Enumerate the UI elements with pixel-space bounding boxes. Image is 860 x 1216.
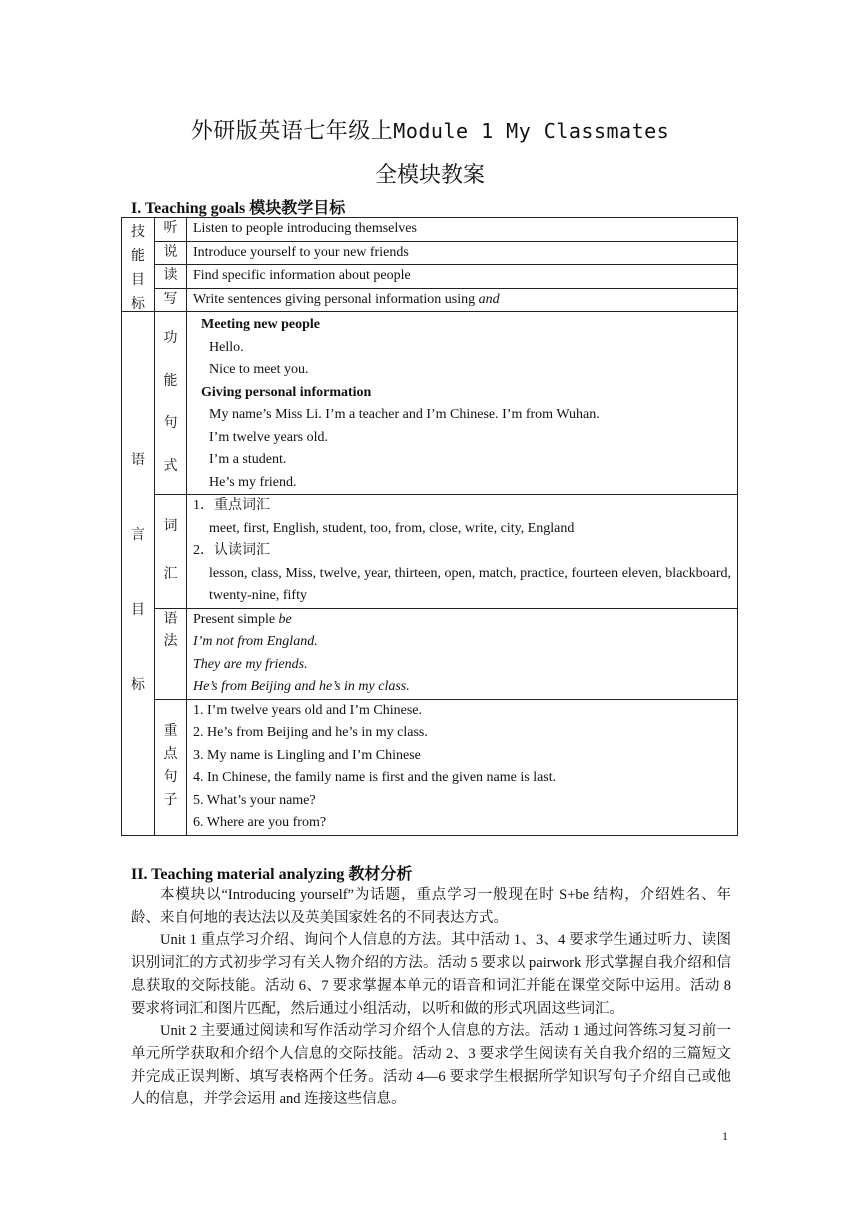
label-char: 句: [163, 770, 178, 786]
label-char: 能: [163, 373, 178, 389]
table-row: [122, 288, 738, 312]
key-sentence: 5. What’s your name?: [193, 792, 316, 808]
category-char: 言: [131, 527, 145, 543]
table-row: [122, 265, 738, 289]
skill-label: 写: [155, 288, 187, 312]
vocab-heading: 1．重点词汇: [193, 498, 270, 513]
vocab-label-cell: [155, 495, 187, 609]
label-char: 点: [163, 747, 178, 763]
functions-line: Hello.: [209, 339, 244, 355]
table-row: [122, 608, 738, 699]
category-char: 目: [131, 272, 145, 288]
skill-text: Find specific information about people: [187, 265, 738, 289]
analysis-paragraph: Unit 1 重点学习介绍、询问个人信息的方法。其中活动 1、3、4 要求学生通过听力、读图识别词汇的方式初步学习有关人物介绍的方法。活动 5 要求以 pairwork 形式掌握自我介绍和信息获取的交际技能。活动 6、7 要求掌握本单元的语音和词汇并能在课堂交际中运用。活动 8 要求将词汇和图片匹配，然后通过小组活动，以听和做的形式巩固这些词汇。: [131, 932, 731, 1017]
functions-line: My name’s Miss Li. I’m a teacher and I’m Chinese. I’m from Wuhan.: [209, 407, 600, 422]
grammar-example: He’s from Beijing and he’s in my class.: [193, 679, 410, 694]
functions-line: Nice to meet you.: [209, 362, 309, 377]
functions-line: I’m twelve years old.: [209, 429, 328, 445]
label-char: 重: [163, 724, 178, 740]
table-row: [122, 218, 738, 242]
grammar-line: [193, 609, 731, 632]
vocab-words: lesson, class, Miss, twelve, year, thirteen, open, match, practice, fourteen eleven, blackboard, twenty-nine, fifty: [209, 565, 731, 603]
key-sentence: 2. He’s from Beijing and he’s in my class.: [193, 725, 428, 740]
skill-label: 说: [155, 241, 187, 265]
skill-label: 读: [155, 265, 187, 289]
category-char: 标: [131, 677, 145, 693]
label-char: 汇: [163, 567, 178, 582]
language-category-cell: [122, 312, 155, 836]
grammar-emphasis: be: [278, 611, 292, 627]
functions-heading: Giving personal information: [201, 384, 372, 400]
analysis-body: [131, 884, 731, 1111]
analysis-paragraph: 本模块以“Introducing yourself”为话题，重点学习一般现在时 S+be 结构，介绍姓名、年龄、来自何地的表达法以及英美国家姓名的不同表达方式。: [131, 887, 731, 926]
skill-text: Listen to people introducing themselves: [187, 218, 738, 242]
teaching-goals-table: [121, 217, 738, 836]
functions-line: He’s my friend.: [209, 474, 297, 490]
key-sentence: 6. Where are you from?: [193, 815, 327, 830]
vocab-words: meet, first, English, student, too, from, close, write, city, England: [209, 520, 575, 536]
table-row: [122, 699, 738, 835]
label-char: 句: [163, 416, 178, 431]
grammar-text: Present simple: [193, 611, 279, 627]
grammar-example: I’m not from England.: [193, 634, 318, 649]
grammar-example: They are my friends.: [193, 656, 308, 672]
vocab-heading: 2．认读词汇: [193, 543, 270, 558]
table-row: [122, 312, 738, 495]
category-char: 能: [131, 248, 145, 264]
document-subtitle: 全模块教案: [374, 162, 485, 187]
analysis-paragraph: Unit 2 主要通过阅读和写作活动学习介绍个人信息的方法。活动 1 通过问答练习复习前一单元所学获取和介绍个人信息的交际技能。活动 2、3 要求学生阅读有关自我介绍的三篇短文并完成正误判断、填写表格两个任务。活动 4—6 要求学生根据所学知识写句子介绍自己或他人的信息，并学会运用 and 连接这些信息。: [131, 1023, 731, 1108]
functions-label-cell: [155, 312, 187, 495]
skill-label: 听: [155, 218, 187, 242]
skill-text: Introduce yourself to your new friends: [187, 241, 738, 265]
key-sentence: 3. My name is Lingling and I’m Chinese: [193, 747, 421, 763]
label-char: 语: [163, 611, 178, 627]
table-row: [122, 495, 738, 609]
document-title: [0, 114, 860, 145]
key-sentence: 4. In Chinese, the family name is first and the given name is last.: [193, 770, 557, 785]
label-char: 子: [163, 793, 178, 809]
category-char: 标: [131, 296, 145, 312]
category-char: 技: [131, 224, 145, 240]
section-heading-material-analysis: II. Teaching material analyzing 教材分析: [131, 866, 413, 883]
title-chinese: 外研版英语七年级上: [190, 118, 394, 143]
skill-text: [187, 288, 738, 312]
key-sentences-cell: [187, 699, 738, 835]
skill-text-emphasis: and: [478, 291, 500, 307]
vocab-cell: [187, 495, 738, 609]
category-char: 目: [131, 602, 145, 618]
table-row: [122, 241, 738, 265]
key-sentence: 1. I’m twelve years old and I’m Chinese.: [193, 702, 422, 718]
skills-category-cell: [122, 218, 155, 312]
functions-line: I’m a student.: [209, 452, 287, 467]
functions-heading: Meeting new people: [201, 317, 320, 332]
label-char: 法: [163, 634, 178, 649]
category-char: 语: [131, 452, 145, 468]
grammar-label-cell: [155, 608, 187, 699]
grammar-cell: [187, 608, 738, 699]
label-char: 词: [163, 519, 178, 534]
title-english: Module 1 My Classmates: [393, 119, 670, 143]
label-char: 式: [163, 458, 178, 474]
key-sentences-label-cell: [155, 699, 187, 835]
label-char: 功: [163, 331, 178, 346]
functions-cell: [187, 312, 738, 495]
page-number: 1: [722, 1129, 728, 1143]
skill-text-main: Write sentences giving personal information using: [193, 291, 479, 307]
section-heading-teaching-goals: I. Teaching goals 模块教学目标: [131, 200, 346, 217]
